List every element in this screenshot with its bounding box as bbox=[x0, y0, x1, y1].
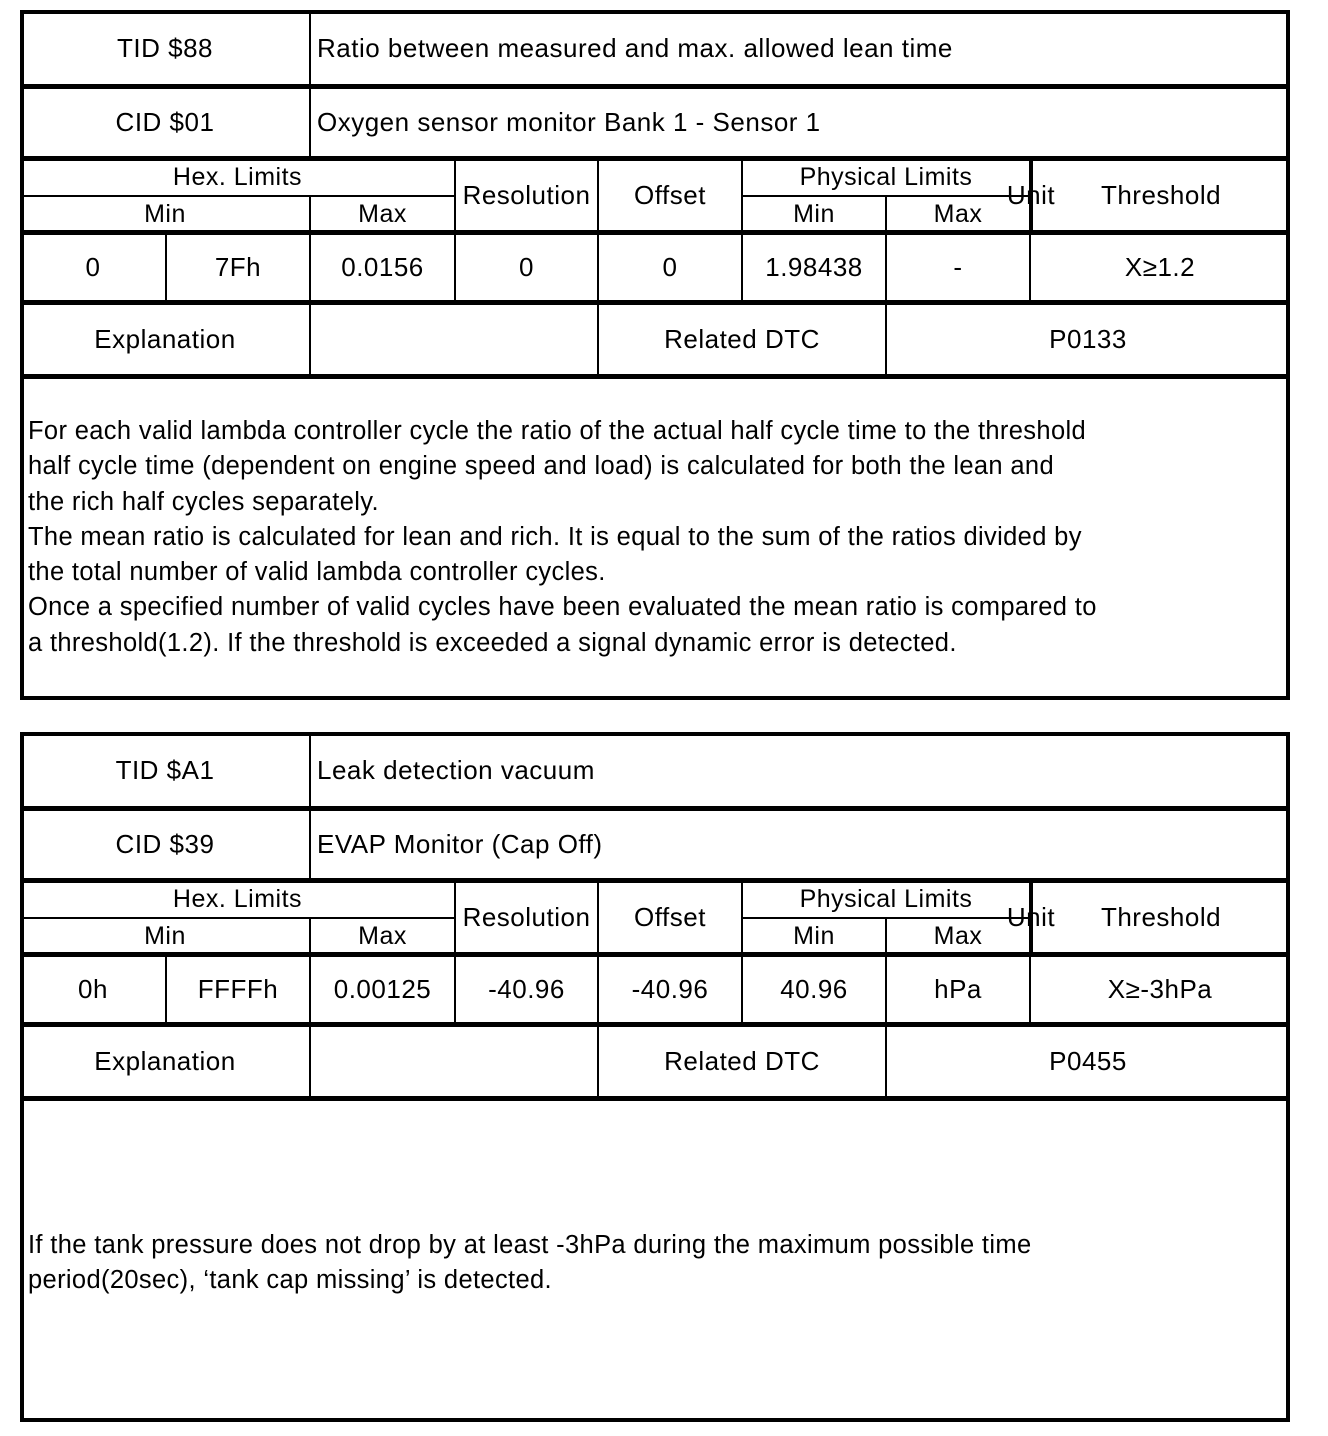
unit-value: hPa bbox=[886, 954, 1030, 1024]
cid-label: CID $01 bbox=[20, 86, 310, 158]
header-hex-min: Min bbox=[20, 196, 310, 232]
explanation-label: Explanation bbox=[20, 1024, 310, 1098]
related-dtc-value: P0455 bbox=[886, 1024, 1290, 1098]
header-hex-max: Max bbox=[310, 918, 455, 954]
cid-label: CID $39 bbox=[20, 808, 310, 880]
explanation-line: a threshold(1.2). If the threshold is exceeded a signal dynamic error is detected. bbox=[28, 628, 957, 657]
row-divider bbox=[20, 156, 1290, 161]
header-threshold: Threshold bbox=[1032, 158, 1290, 232]
explanation-line: Once a specified number of valid cycles have been evaluated the mean ratio is compared to bbox=[28, 593, 1097, 622]
header-hex-limits: Hex. Limits bbox=[20, 158, 455, 196]
monitor-table-2 bbox=[20, 732, 1290, 1422]
explanation-value bbox=[310, 1024, 598, 1098]
cid-description: Oxygen sensor monitor Bank 1 - Sensor 1 bbox=[310, 86, 1290, 158]
cid-description: EVAP Monitor (Cap Off) bbox=[310, 808, 1290, 880]
explanation-label: Explanation bbox=[20, 302, 310, 376]
explanation-text bbox=[28, 1228, 1282, 1299]
related-dtc-value: P0133 bbox=[886, 302, 1290, 376]
header-phys-max: Max bbox=[886, 918, 1030, 954]
header-resolution: Resolution bbox=[455, 158, 598, 232]
header-physical-limits: Physical Limits bbox=[742, 158, 1030, 196]
related-dtc-label: Related DTC bbox=[598, 1024, 886, 1098]
row-divider bbox=[20, 300, 1290, 305]
explanation-line: If the tank pressure does not drop by at least -3hPa during the maximum possible time bbox=[28, 1231, 1032, 1259]
header-offset: Offset bbox=[598, 158, 742, 232]
row-divider bbox=[20, 1022, 1290, 1027]
resolution-value: 0.00125 bbox=[310, 954, 455, 1024]
hex-max-value: 7Fh bbox=[166, 232, 310, 302]
explanation-line: The mean ratio is calculated for lean and rich. It is equal to the sum of the ratios divided by bbox=[28, 522, 1082, 551]
phys-min-value: -40.96 bbox=[598, 954, 742, 1024]
tid-description: Ratio between measured and max. allowed lean time bbox=[310, 10, 1290, 86]
row-divider bbox=[20, 230, 1290, 235]
row-divider bbox=[20, 806, 1290, 811]
header-hex-limits: Hex. Limits bbox=[20, 880, 455, 918]
header-unit: Unit bbox=[1030, 158, 1032, 232]
offset-value: -40.96 bbox=[455, 954, 598, 1024]
unit-value: - bbox=[886, 232, 1030, 302]
explanation-line: period(20sec), ‘tank cap missing’ is detected. bbox=[28, 1266, 552, 1295]
row-divider bbox=[20, 878, 1290, 883]
header-hex-min: Min bbox=[20, 918, 310, 954]
header-resolution: Resolution bbox=[455, 880, 598, 954]
explanation-line: the rich half cycles separately. bbox=[28, 487, 379, 516]
row-divider bbox=[20, 84, 1290, 89]
tid-label: TID $88 bbox=[20, 10, 310, 86]
hex-min-value: 0 bbox=[20, 232, 166, 302]
header-phys-max: Max bbox=[886, 196, 1030, 232]
explanation-text bbox=[28, 414, 1282, 661]
resolution-value: 0.0156 bbox=[310, 232, 455, 302]
row-divider bbox=[20, 374, 1290, 379]
related-dtc-label: Related DTC bbox=[598, 302, 886, 376]
header-physical-limits: Physical Limits bbox=[742, 880, 1030, 918]
row-divider bbox=[20, 1096, 1290, 1101]
explanation-line: For each valid lambda controller cycle the ratio of the actual half cycle time to the threshold bbox=[28, 417, 1087, 445]
header-unit: Unit bbox=[1030, 880, 1032, 954]
threshold-value: X≥1.2 bbox=[1030, 232, 1290, 302]
explanation-line: the total number of valid lambda controller cycles. bbox=[28, 558, 606, 587]
header-threshold: Threshold bbox=[1032, 880, 1290, 954]
threshold-value: X≥-3hPa bbox=[1030, 954, 1290, 1024]
phys-max-value: 40.96 bbox=[742, 954, 886, 1024]
hex-min-value: 0h bbox=[20, 954, 166, 1024]
tid-label: TID $A1 bbox=[20, 732, 310, 808]
offset-value: 0 bbox=[455, 232, 598, 302]
hex-max-value: FFFFh bbox=[166, 954, 310, 1024]
header-phys-min: Min bbox=[742, 918, 886, 954]
header-hex-max: Max bbox=[310, 196, 455, 232]
row-divider bbox=[20, 952, 1290, 957]
phys-max-value: 1.98438 bbox=[742, 232, 886, 302]
explanation-line: half cycle time (dependent on engine speed and load) is calculated for both the lean and bbox=[28, 452, 1054, 481]
header-phys-min: Min bbox=[742, 196, 886, 232]
tid-description: Leak detection vacuum bbox=[310, 732, 1290, 808]
monitor-table-1 bbox=[20, 10, 1290, 700]
explanation-value bbox=[310, 302, 598, 376]
header-offset: Offset bbox=[598, 880, 742, 954]
phys-min-value: 0 bbox=[598, 232, 742, 302]
